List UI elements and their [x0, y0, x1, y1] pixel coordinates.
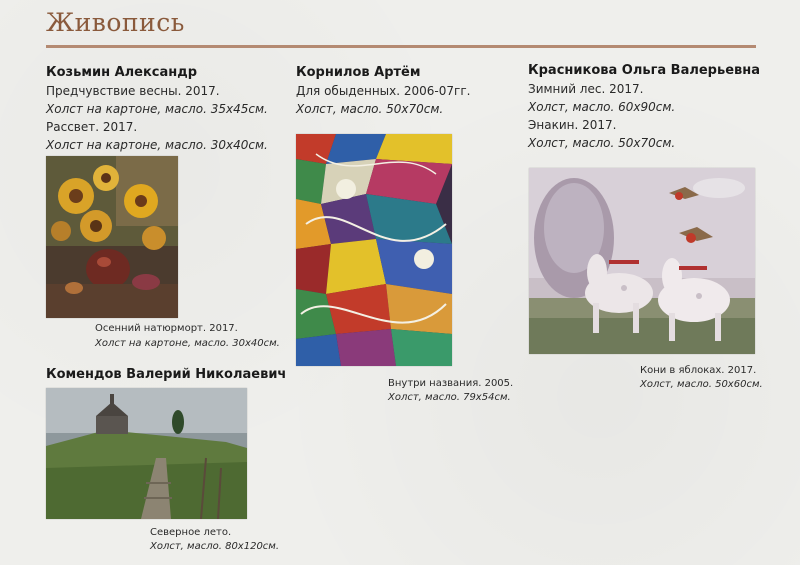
caption-medium: Холст, масло. 80х120см. — [150, 541, 280, 552]
work-title: Предчувствие весны. 2017. — [46, 84, 220, 98]
painting-autumn-still-life — [46, 156, 178, 318]
artist-name: Козьмин Александр — [46, 65, 198, 80]
caption-medium: Холст, масло. 50х60см. — [640, 379, 763, 390]
title-divider — [46, 45, 756, 48]
painting-inside-the-name — [296, 134, 452, 366]
caption-medium: Холст на картоне, масло. 30х40см. — [95, 338, 280, 349]
artist-name: Корнилов Артём — [296, 65, 421, 80]
caption-title: Кони в яблоках. 2017. — [640, 365, 757, 376]
caption-title: Северное лето. — [150, 527, 232, 538]
painting-dapple-horses — [529, 168, 755, 354]
work-title: Зимний лес. 2017. — [528, 82, 644, 96]
painting-northern-summer — [46, 388, 247, 519]
caption-title: Осенний натюрморт. 2017. — [95, 323, 238, 334]
caption-title: Внутри названия. 2005. — [388, 378, 514, 389]
work-medium: Холст на картоне, масло. 35х45см. — [46, 102, 268, 116]
work-medium: Холст, масло. 50х70см. — [296, 102, 444, 116]
work-medium: Холст, масло. 60х90см. — [528, 100, 676, 114]
work-title: Энакин. 2017. — [528, 118, 617, 132]
artist-name: Комендов Валерий Николаевич — [46, 367, 287, 382]
work-title: Рассвет. 2017. — [46, 120, 138, 134]
work-title: Для обыденных. 2006-07гг. — [296, 84, 471, 98]
work-medium: Холст на картоне, масло. 30х40см. — [46, 138, 268, 152]
artist-name: Красникова Ольга Валерьевна — [528, 63, 761, 78]
page-title: Живопись — [46, 8, 185, 37]
caption-medium: Холст, масло. 79х54см. — [388, 392, 511, 403]
work-medium: Холст, масло. 50х70см. — [528, 136, 676, 150]
